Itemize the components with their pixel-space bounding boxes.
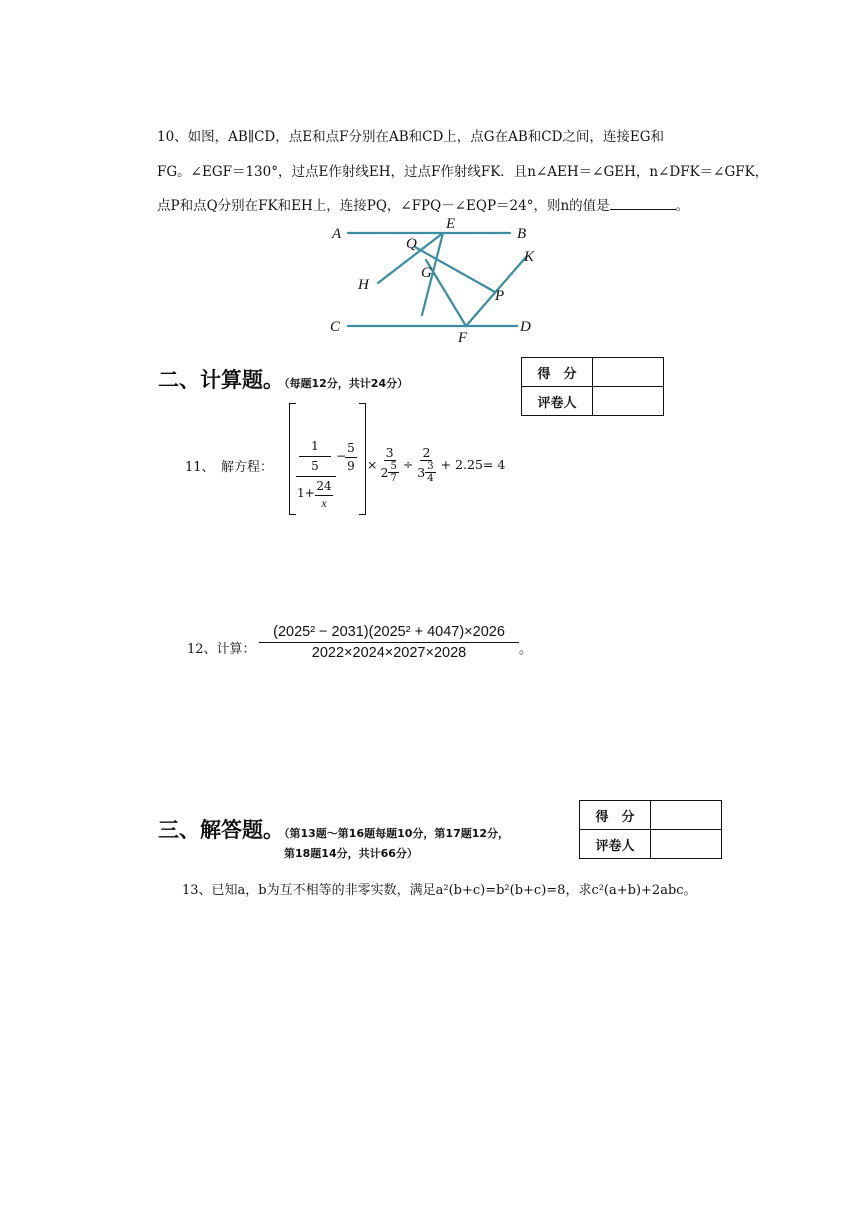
section2-title: 二、计算题。	[158, 368, 284, 392]
q12-prefix: 12、计算：	[187, 642, 256, 657]
section3-score-table	[579, 800, 722, 859]
segment-gf	[426, 260, 466, 326]
label-e: E	[446, 216, 456, 232]
grader-cell[interactable]	[651, 830, 722, 859]
q12-fraction	[259, 624, 519, 661]
fraction-one-num: 1	[311, 439, 319, 453]
q12-denominator: 2022×2024×2027×2028	[311, 645, 467, 661]
times-sign: ×	[367, 456, 378, 472]
mixed-whole-3: 3	[417, 464, 426, 480]
grader-label: 评卷人	[522, 387, 593, 416]
mixed-3: 3	[427, 460, 434, 472]
fraction-5-bar	[345, 457, 357, 458]
fraction-one-bar	[299, 456, 331, 457]
minus-sign: −	[336, 449, 347, 463]
section3-title: 三、解答题。	[158, 818, 284, 842]
grader-cell[interactable]	[593, 387, 664, 416]
q11-rest	[367, 440, 505, 488]
q12-numerator: (2025² − 2031)(2025² + 4047)×2026	[273, 624, 505, 640]
q13-text: 13、已知a，b为互不相等的非零实数，满足a²(b+c)=b²(b+c)=8，求c²(a+b)+2abc。	[182, 883, 697, 898]
section2-note: （每题12分，共计24分）	[284, 377, 409, 390]
q11-prefix: 11、 解方程：	[185, 460, 274, 475]
label-f: F	[458, 330, 468, 345]
section2-heading	[158, 364, 408, 394]
section3-note1: （第13题～第16题每题10分，第17题12分，	[284, 827, 510, 840]
mixed-4: 4	[427, 472, 434, 484]
grader-label: 评卷人	[580, 830, 651, 859]
fraction-24: 24	[316, 479, 332, 493]
q11-tail: + 2.25= 4	[440, 456, 506, 472]
section3-note2: 第18题14分，共计66分）	[284, 847, 418, 860]
fraction-x: x	[321, 496, 327, 510]
label-h: H	[358, 277, 369, 293]
geometry-figure	[320, 210, 550, 345]
score-cell[interactable]	[651, 801, 722, 830]
answer-blank	[610, 197, 676, 210]
label-p: P	[495, 288, 505, 304]
mixed-frac-5-7	[388, 461, 398, 484]
q11-bracket-group	[289, 403, 367, 515]
right-bracket	[359, 403, 366, 515]
label-c: C	[330, 319, 341, 335]
fraction-two-num: 2	[422, 444, 431, 460]
score-cell[interactable]	[593, 358, 664, 387]
label-g: G	[421, 265, 432, 281]
fraction-one-den-top: 5	[311, 459, 319, 473]
label-a: A	[332, 226, 342, 242]
q10-line3-end: 。	[675, 198, 690, 214]
score-label: 得 分	[522, 358, 593, 387]
q10-line2: FG。∠EGF＝130°，过点E作射线EH，过点F作射线FK．且n∠AEH＝∠GEH，n∠DFK＝∠GFK，	[157, 164, 769, 180]
fraction-5-num: 5	[347, 441, 355, 455]
mixed-7: 7	[390, 472, 397, 484]
mixed-frac-3-4	[425, 461, 435, 484]
mixed-whole-2: 2	[380, 464, 389, 480]
section3-heading	[158, 814, 509, 844]
fraction-three	[378, 445, 400, 484]
left-bracket	[289, 403, 296, 515]
q10-line3-text: 点P和点Q分别在FK和EH上，连接PQ，∠FPQ－∠EQP＝24°，则n的值是	[157, 198, 610, 214]
fraction-one-inner-bar	[296, 476, 336, 477]
fraction-three-den	[378, 461, 400, 484]
label-q: Q	[406, 236, 417, 252]
label-k: K	[524, 249, 535, 265]
score-label: 得 分	[580, 801, 651, 830]
fraction-one-den-one: 1+	[297, 486, 315, 500]
label-b: B	[517, 226, 527, 242]
fraction-two	[415, 445, 437, 484]
q12-suffix: 。	[519, 642, 533, 657]
mixed-5: 5	[390, 460, 397, 472]
q10-line1: 10、如图，AB∥CD，点E和点F分别在AB和CD上，点G在AB和CD之间，连接EG和	[157, 129, 665, 145]
fraction-three-num: 3	[385, 444, 394, 460]
section2-score-table	[521, 357, 664, 416]
fraction-9-den: 9	[347, 459, 355, 473]
divide-sign: ÷	[402, 456, 414, 472]
fraction-two-den	[415, 461, 437, 484]
label-d: D	[520, 319, 531, 335]
